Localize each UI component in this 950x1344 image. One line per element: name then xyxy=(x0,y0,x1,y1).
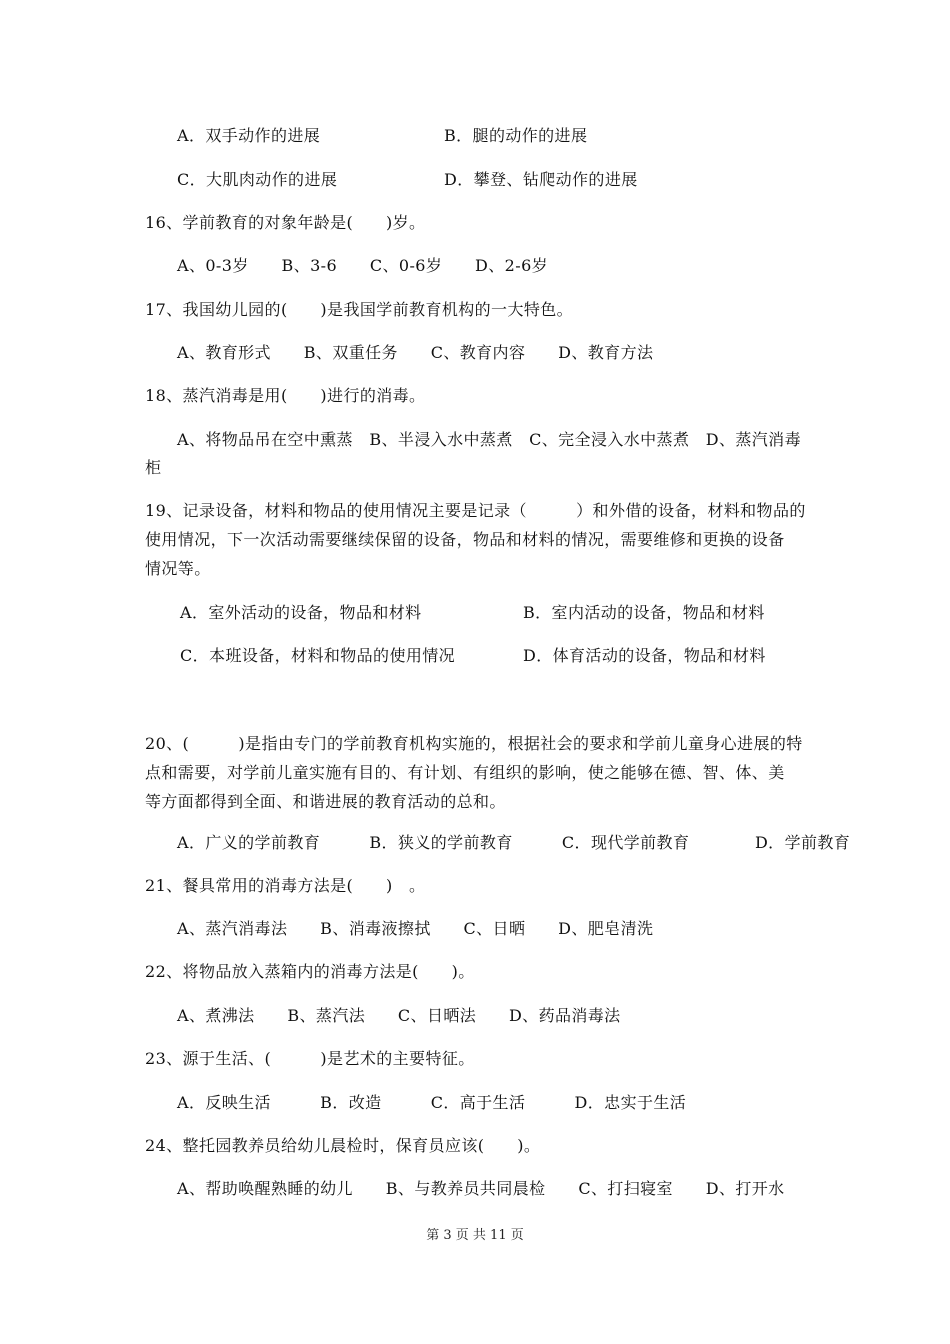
q23-question: 23、源于生活、( )是艺术的主要特征。 xyxy=(145,1049,475,1068)
q21-question: 21、餐具常用的消毒方法是( ) 。 xyxy=(145,876,426,895)
q18-options-line1: A、将物品吊在空中熏蒸 B、半浸入水中蒸煮 C、完全浸入水中蒸煮 D、蒸汽消毒 xyxy=(177,430,801,449)
q19-option-a: A．室外活动的设备，物品和材料 xyxy=(180,603,422,622)
q19-question-line2: 使用情况，下一次活动需要继续保留的设备，物品和材料的情况，需要维修和更换的设备 xyxy=(145,530,785,549)
q23-options: A．反映生活 B．改造 C．高于生活 D．忠实于生活 xyxy=(177,1093,687,1112)
q20-question-line3: 等方面都得到全面、和谐进展的教育活动的总和。 xyxy=(145,792,506,811)
q15-option-a: A．双手动作的进展 xyxy=(177,126,321,145)
q24-question: 24、整托园教养员给幼儿晨检时，保育员应该( )。 xyxy=(145,1136,541,1155)
q16-options: A、0-3岁 B、3-6 C、0-6岁 D、2-6岁 xyxy=(177,256,549,275)
q19-option-d: D．体育活动的设备，物品和材料 xyxy=(523,646,766,665)
q22-question: 22、将物品放入蒸箱内的消毒方法是( )。 xyxy=(145,962,475,981)
q20-question-line1: 20、( )是指由专门的学前教育机构实施的，根据社会的要求和学前儿童身心进展的特 xyxy=(145,734,803,753)
q19-question-line3: 情况等。 xyxy=(145,559,211,578)
q20-options: A．广义的学前教育 B．狭义的学前教育 C．现代学前教育 D．学前教育 xyxy=(177,833,851,852)
q20-question-line2: 点和需要，对学前儿童实施有目的、有计划、有组织的影响，使之能够在德、智、体、美 xyxy=(145,763,785,782)
q24-options: A、帮助唤醒熟睡的幼儿 B、与教养员共同晨检 C、打扫寝室 D、打开水 xyxy=(177,1179,785,1198)
q15-option-c: C．大肌肉动作的进展 xyxy=(177,170,338,189)
q19-option-c: C．本班设备，材料和物品的使用情况 xyxy=(180,646,456,665)
q18-options-line2: 柜 xyxy=(145,458,162,477)
q15-option-b: B．腿的动作的进展 xyxy=(444,126,588,145)
q17-options: A、教育形式 B、双重任务 C、教育内容 D、教育方法 xyxy=(177,343,654,362)
q18-question: 18、蒸汽消毒是用( )进行的消毒。 xyxy=(145,386,426,405)
q19-question-line1: 19、记录设备，材料和物品的使用情况主要是记录（ ）和外借的设备，材料和物品的 xyxy=(145,501,806,520)
page-number-footer: 第 3 页 共 11 页 xyxy=(426,1228,524,1243)
q17-question: 17、我国幼儿园的( )是我国学前教育机构的一大特色。 xyxy=(145,300,574,319)
q15-option-d: D．攀登、钻爬动作的进展 xyxy=(444,170,638,189)
q19-option-b: B．室内活动的设备，物品和材料 xyxy=(523,603,765,622)
q22-options: A、煮沸法 B、蒸汽法 C、日晒法 D、药品消毒法 xyxy=(177,1006,621,1025)
q21-options: A、蒸汽消毒法 B、消毒液擦拭 C、日晒 D、肥皂清洗 xyxy=(177,919,654,938)
q16-question: 16、学前教育的对象年龄是( )岁。 xyxy=(145,213,426,232)
